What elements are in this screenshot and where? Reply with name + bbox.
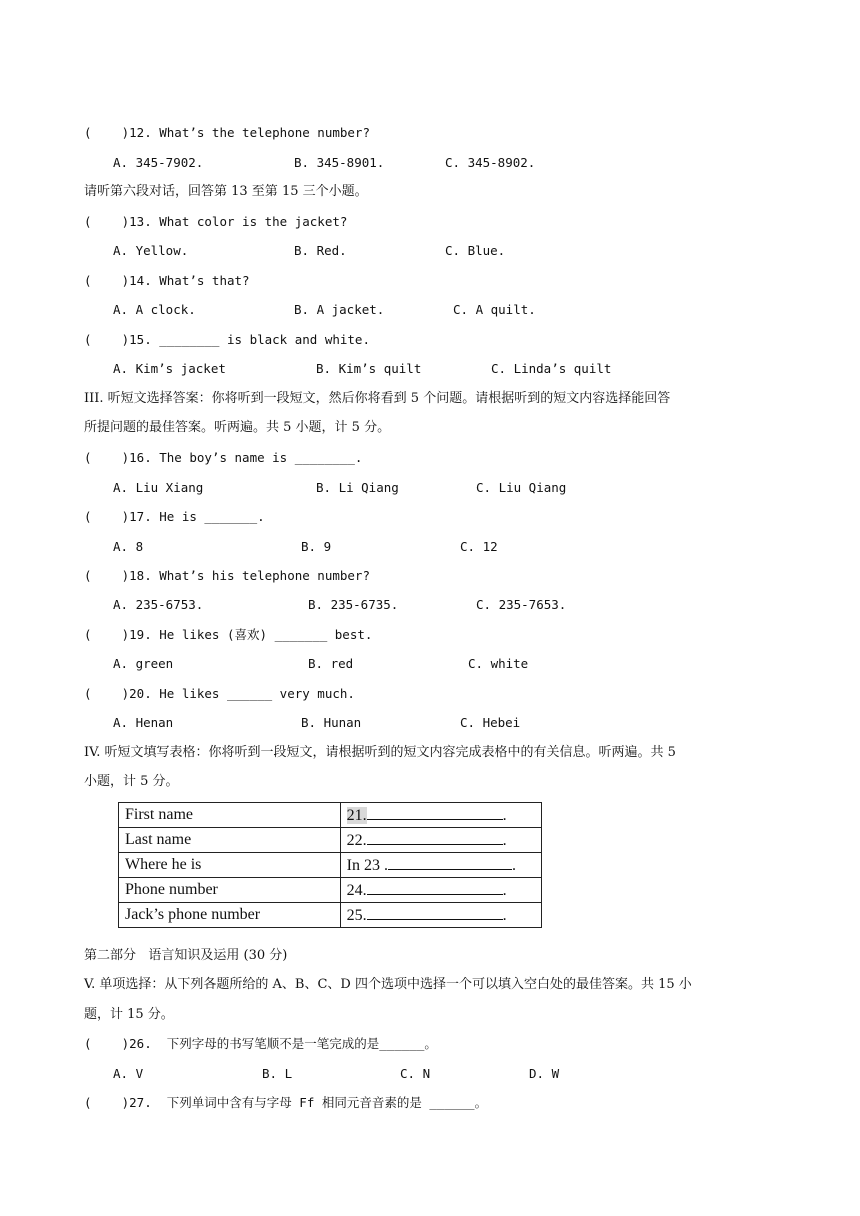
section-3-instruction-line-2: 所提问题的最佳答案。听两遍。共 5 小题，计 5 分。 — [84, 420, 391, 435]
q19-option-c: C. white — [468, 656, 529, 671]
table-label: First name — [119, 803, 341, 828]
question-13-stem: ( )13. What color is the jacket? — [84, 214, 348, 229]
answer-cell-23[interactable] — [340, 853, 541, 878]
answer-cell-24[interactable] — [340, 878, 541, 903]
answer-blank[interactable] — [367, 830, 503, 845]
q14-option-b: B. A jacket. — [294, 302, 385, 317]
answer-suffix: . — [511, 857, 516, 874]
answer-suffix: . — [502, 907, 507, 924]
answer-cell-25[interactable] — [340, 903, 541, 928]
q20-option-a: A. Henan — [113, 715, 174, 730]
question-19-stem: ( )19. He likes (喜欢) _______ best. — [84, 627, 373, 642]
table-label: Jack’s phone number — [119, 903, 341, 928]
question-26-stem: ( )26. 下列字母的书写笔顺不是一笔完成的是______。 — [84, 1036, 437, 1051]
q17-option-b: B. 9 — [301, 539, 332, 554]
q16-option-c: C. Liu Qiang — [476, 480, 567, 495]
q26-option-a: A. V — [113, 1066, 144, 1081]
table-row — [119, 828, 542, 853]
q12-option-a: A. 345-7902. — [113, 155, 204, 170]
answer-prefix: 22. — [346, 832, 367, 849]
section-3-instruction-line-1: III. 听短文选择答案：你将听到一段短文，然后你将看到 5 个问题。请根据听到的短文内容选择能回答 — [84, 391, 671, 406]
table-row — [119, 903, 542, 928]
question-16-stem: ( )16. The boy’s name is ________. — [84, 450, 363, 465]
question-15-stem: ( )15. ________ is black and white. — [84, 332, 370, 347]
table-label: Last name — [119, 828, 341, 853]
question-12-stem: ( )12. What’s the telephone number? — [84, 125, 370, 140]
q26-option-c: C. N — [400, 1066, 431, 1081]
table-row — [119, 803, 542, 828]
q15-option-c: C. Linda’s quilt — [491, 361, 612, 376]
q12-option-b: B. 345-8901. — [294, 155, 385, 170]
answer-suffix: . — [502, 832, 507, 849]
q18-option-b: B. 235-6735. — [308, 597, 399, 612]
answer-blank[interactable] — [388, 855, 512, 870]
question-17-stem: ( )17. He is _______. — [84, 509, 265, 524]
answer-blank[interactable] — [367, 805, 503, 820]
q13-option-c: C. Blue. — [445, 243, 506, 258]
q20-option-b: B. Hunan — [301, 715, 362, 730]
info-table — [118, 802, 542, 928]
q17-option-c: C. 12 — [460, 539, 498, 554]
table-row — [119, 853, 542, 878]
answer-suffix: . — [502, 882, 507, 899]
q15-option-a: A. Kim’s jacket — [113, 361, 226, 376]
q16-option-b: B. Li Qiang — [316, 480, 399, 495]
question-27-stem: ( )27. 下列单词中含有与字母 Ff 相同元音音素的是 ______。 — [84, 1095, 488, 1110]
answer-blank[interactable] — [367, 905, 503, 920]
q17-option-a: A. 8 — [113, 539, 144, 554]
q26-option-d: D. W — [529, 1066, 560, 1081]
q20-option-c: C. Hebei — [460, 715, 521, 730]
q18-option-a: A. 235-6753. — [113, 597, 204, 612]
answer-suffix: . — [502, 807, 507, 824]
q26-option-b: B. L — [262, 1066, 293, 1081]
question-20-stem: ( )20. He likes ______ very much. — [84, 686, 355, 701]
table-label: Phone number — [119, 878, 341, 903]
section-4-instruction-line-1: IV. 听短文填写表格：你将听到一段短文，请根据听到的短文内容完成表格中的有关信息。听两遍。共 5 — [84, 745, 676, 760]
answer-blank[interactable] — [367, 880, 503, 895]
section-5-instruction-line-2: 题，计 15 分。 — [84, 1007, 174, 1022]
question-14-stem: ( )14. What’s that? — [84, 273, 250, 288]
answer-prefix: 24. — [346, 882, 367, 899]
answer-cell-21[interactable] — [340, 803, 541, 828]
part-2-title: 第二部分 语言知识及运用 (30 分) — [84, 948, 288, 963]
q19-option-b: B. red — [308, 656, 354, 671]
section-5-instruction-line-1: V. 单项选择：从下列各题所给的 A、B、C、D 四个选项中选择一个可以填入空白处的最佳答案。共 15 小 — [84, 977, 692, 992]
question-18-stem: ( )18. What’s his telephone number? — [84, 568, 370, 583]
table-label: Where he is — [119, 853, 341, 878]
table-row — [119, 878, 542, 903]
q14-option-c: C. A quilt. — [453, 302, 536, 317]
q13-option-b: B. Red. — [294, 243, 347, 258]
q19-option-a: A. green — [113, 656, 174, 671]
q15-option-b: B. Kim’s quilt — [316, 361, 422, 376]
section-4-instruction-line-2: 小题，计 5 分。 — [84, 774, 179, 789]
answer-prefix: 25. — [346, 907, 367, 924]
answer-prefix: 21. — [346, 807, 367, 824]
q14-option-a: A. A clock. — [113, 302, 196, 317]
q13-option-a: A. Yellow. — [113, 243, 189, 258]
answer-cell-22[interactable] — [340, 828, 541, 853]
q16-option-a: A. Liu Xiang — [113, 480, 204, 495]
dialog-6-instruction: 请听第六段对话，回答第 13 至第 15 三个小题。 — [84, 184, 368, 199]
q18-option-c: C. 235-7653. — [476, 597, 567, 612]
answer-prefix: In 23 . — [346, 857, 388, 874]
q12-option-c: C. 345-8902. — [445, 155, 536, 170]
